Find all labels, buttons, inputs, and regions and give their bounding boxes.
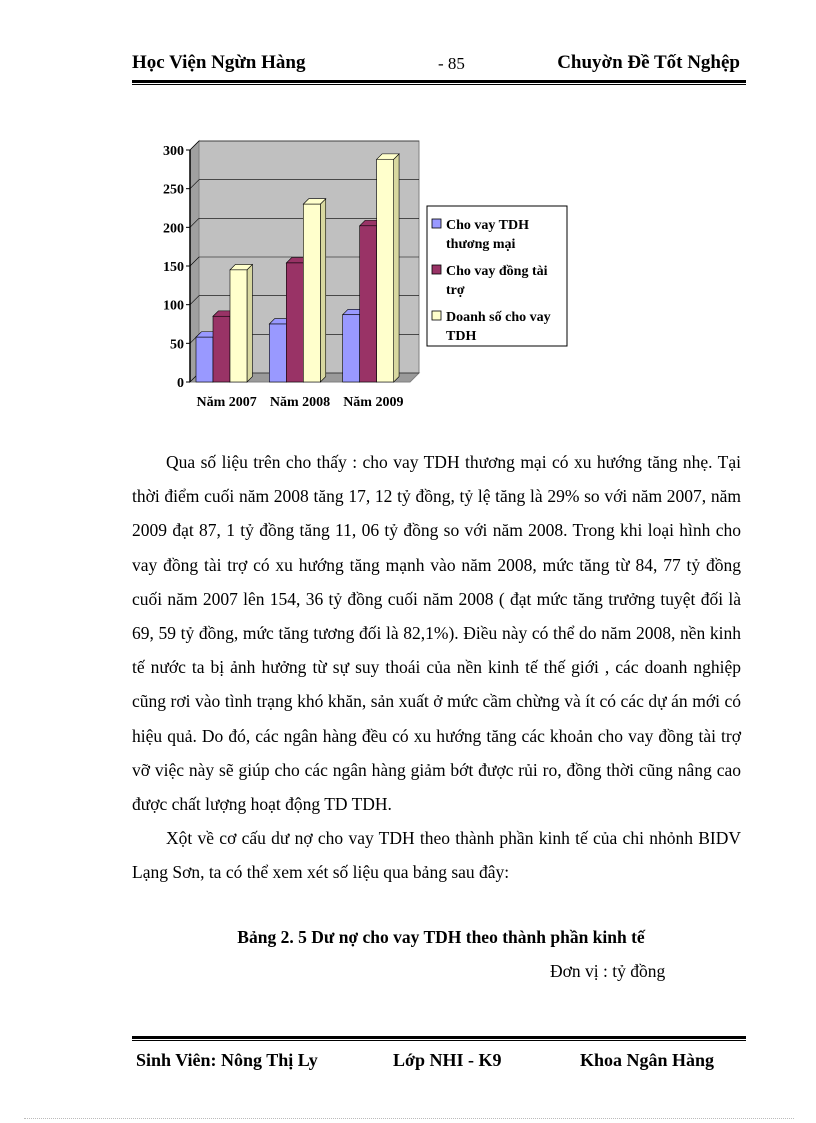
table-unit: Đơn vị : tỷ đồng (550, 961, 666, 981)
footer-faculty: Khoa Ngân Hàng (580, 1050, 715, 1070)
legend-label: trợ (446, 283, 465, 298)
legend-label: Doanh số cho vay (446, 310, 551, 325)
bar-side (320, 199, 325, 382)
bar-0-2 (343, 315, 360, 382)
page-edge (24, 1118, 794, 1119)
bar-2-0 (230, 270, 247, 382)
bar-0-0 (196, 337, 213, 382)
footer-rule (132, 1036, 746, 1039)
y-tick-label: 300 (163, 144, 184, 159)
paragraph-analysis: Qua số liệu trên cho thấy : cho vay TDH thương mại có xu hướng tăng nhẹ. Tại thời điểm cuối năm 2008 tăng 17, 12 tỷ đồng, tỷ lệ tăng là 29% so với năm 2007, năm 2009 đạt 87, 1 tỷ đồng tăng 11, 06 tỷ đồng so với năm 2008. Trong khi loại hình cho vay đồng tài trợ có xu hướng tăng mạnh vào năm 2008, mức tăng từ 84, 77 tỷ đồng cuối năm 2007 lên 154, 36 tỷ đồng cuối năm 2008 ( đạt mức tăng trưởng tuyệt đối là 69, 59 tỷ đồng, mức tăng tương đối là 82,1%). Điều này có thể do năm 2008, nền kinh tế nước ta bị ảnh hưởng từ sự suy thoái của nền kinh tế thế giới , các doanh nghiệp cũng rơi vào tình trạng khó khăn, sản xuất ở mức cầm chừng và ít có các dự án mới có hiệu quả. Do đó, các ngân hàng đều có xu hướng tăng các khoản cho vay đồng tài trợ vỡ việc này sẽ giúp cho các ngân hàng giảm bớt được rủi ro, đồng thời cũng nâng cao được chất lượng hoạt động TD TDH. (132, 452, 741, 815)
body-text (132, 445, 741, 890)
header-rule (132, 80, 746, 83)
y-tick-label: 200 (163, 221, 184, 237)
x-tick-label: Năm 2009 (343, 395, 404, 410)
header-topic: Chuyờn Đề Tốt Nghệp (557, 52, 740, 73)
y-tick-label: 150 (163, 260, 184, 275)
x-tick-label: Năm 2007 (196, 395, 257, 410)
table-caption: Bảng 2. 5 Dư nợ cho vay TDH theo thành phần kinh tế (237, 927, 645, 947)
header-institution: Học Viện Ngừn Hàng (132, 52, 306, 73)
y-tick-label: 0 (177, 376, 184, 391)
bar-side (247, 264, 252, 382)
paragraph-structure: Xột về cơ cấu dư nợ cho vay TDH theo thành phần kinh tế của chi nhỏnh BIDV Lạng Sơn, ta có thể xem xét số liệu qua bảng sau đây: (132, 828, 741, 883)
footer-rule-thin (132, 1040, 746, 1041)
legend-swatch (432, 219, 441, 228)
bar-2-1 (303, 204, 320, 382)
footer-class: Lớp NHI - K9 (393, 1050, 502, 1070)
legend-label: thương mại (446, 237, 516, 252)
page-number: - 85 (438, 54, 465, 73)
legend-label: Cho vay đồng tài (446, 264, 548, 279)
legend-label: TDH (446, 329, 477, 344)
bar-1-0 (213, 316, 230, 382)
x-tick-label: Năm 2008 (269, 395, 331, 410)
y-tick-label: 250 (163, 182, 184, 198)
header-rule-thin (132, 84, 746, 85)
bar-1-2 (360, 226, 377, 382)
footer-student: Sinh Viên: Nông Thị Ly (136, 1050, 318, 1070)
legend-label: Cho vay TDH (446, 218, 529, 233)
y-tick-label: 100 (163, 298, 184, 314)
bar-1-1 (286, 263, 303, 382)
bar-0-1 (269, 324, 286, 382)
bar-2-2 (377, 159, 394, 382)
legend-swatch (432, 265, 441, 274)
bar-side (394, 154, 399, 382)
legend-swatch (432, 311, 441, 320)
page-header (132, 52, 740, 78)
bar-chart (150, 138, 590, 428)
y-tick-label: 50 (170, 337, 184, 353)
